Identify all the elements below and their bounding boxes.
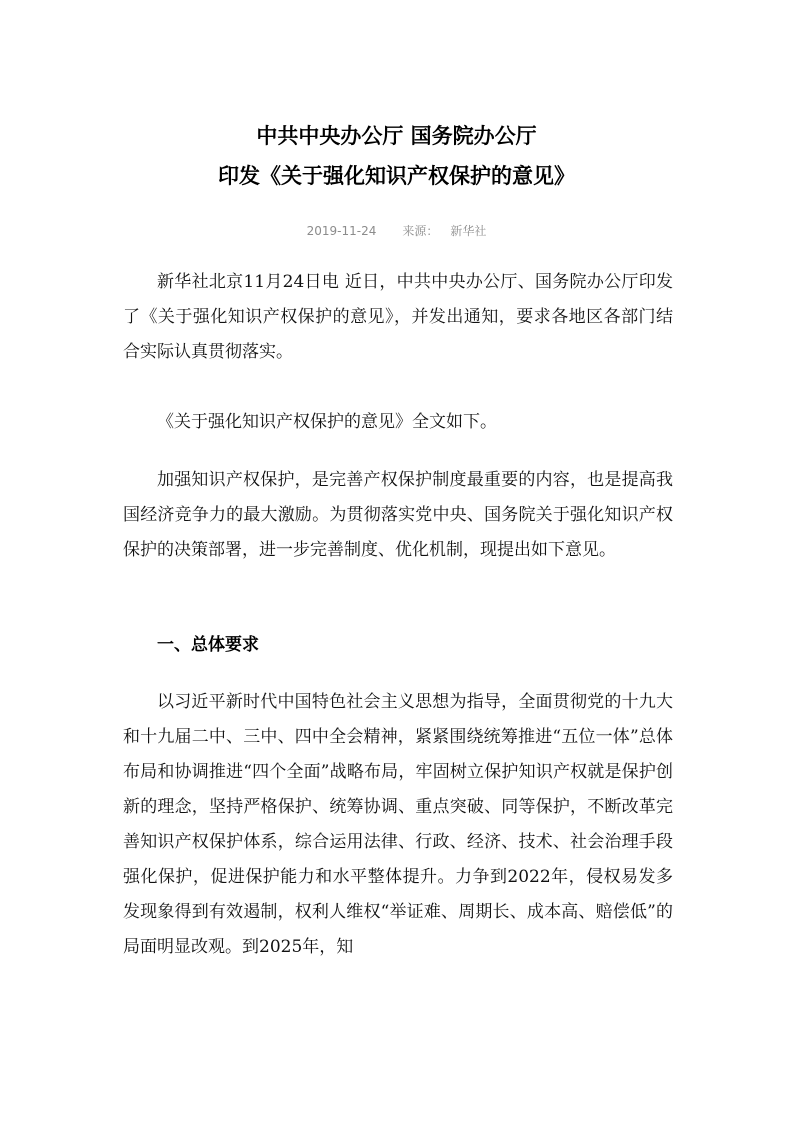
paragraph-fulltext-note: 《关于强化知识产权保护的意见》全文如下。 — [157, 412, 497, 432]
publish-date: 2019-11-24 — [306, 224, 377, 238]
document-meta — [0, 222, 793, 239]
document-title-line-1: 中共中央办公厅 国务院办公厅 — [256, 124, 537, 148]
source-label: 来源： — [402, 224, 439, 238]
paragraph-intro: 新华社北京11月24日电 近日，中共中央办公厅、国务院办公厅印发了《关于强化知识产权保护的意见》，并发出通知，要求各地区各部门结合实际认真贯彻落实。 — [123, 272, 673, 362]
paragraph-general-requirements: 以习近平新时代中国特色社会主义思想为指导，全面贯彻党的十九大和十九届二中、三中、四中全会精神，紧紧围绕统筹推进“五位一体”总体布局和协调推进“四个全面”战略布局，牢固树立保护知识产权就是保护创新的理念，坚持严格保护、统筹协调、重点突破、同等保护，不断改革完善知识产权保护体系，综合运用法律、行政、经济、技术、社会治理手段强化保护，促进保护能力和水平整体提升。力争到2022年，侵权易发多发现象得到有效遏制，权利人维权“举证难、周期长、成本高、赔偿低”的局面明显改观。到2025年，知 — [123, 692, 673, 957]
document-title-line-2: 印发《关于强化知识产权保护的意见》 — [218, 164, 575, 188]
paragraph-preamble: 加强知识产权保护，是完善产权保护制度最重要的内容，也是提高我国经济竞争力的最大激励。为贯彻落实党中央、国务院关于强化知识产权保护的决策部署，进一步完善制度、优化机制，现提出如下意见。 — [123, 470, 673, 560]
source-name: 新华社 — [450, 224, 487, 238]
section-heading: 一、总体要求 — [157, 635, 259, 655]
